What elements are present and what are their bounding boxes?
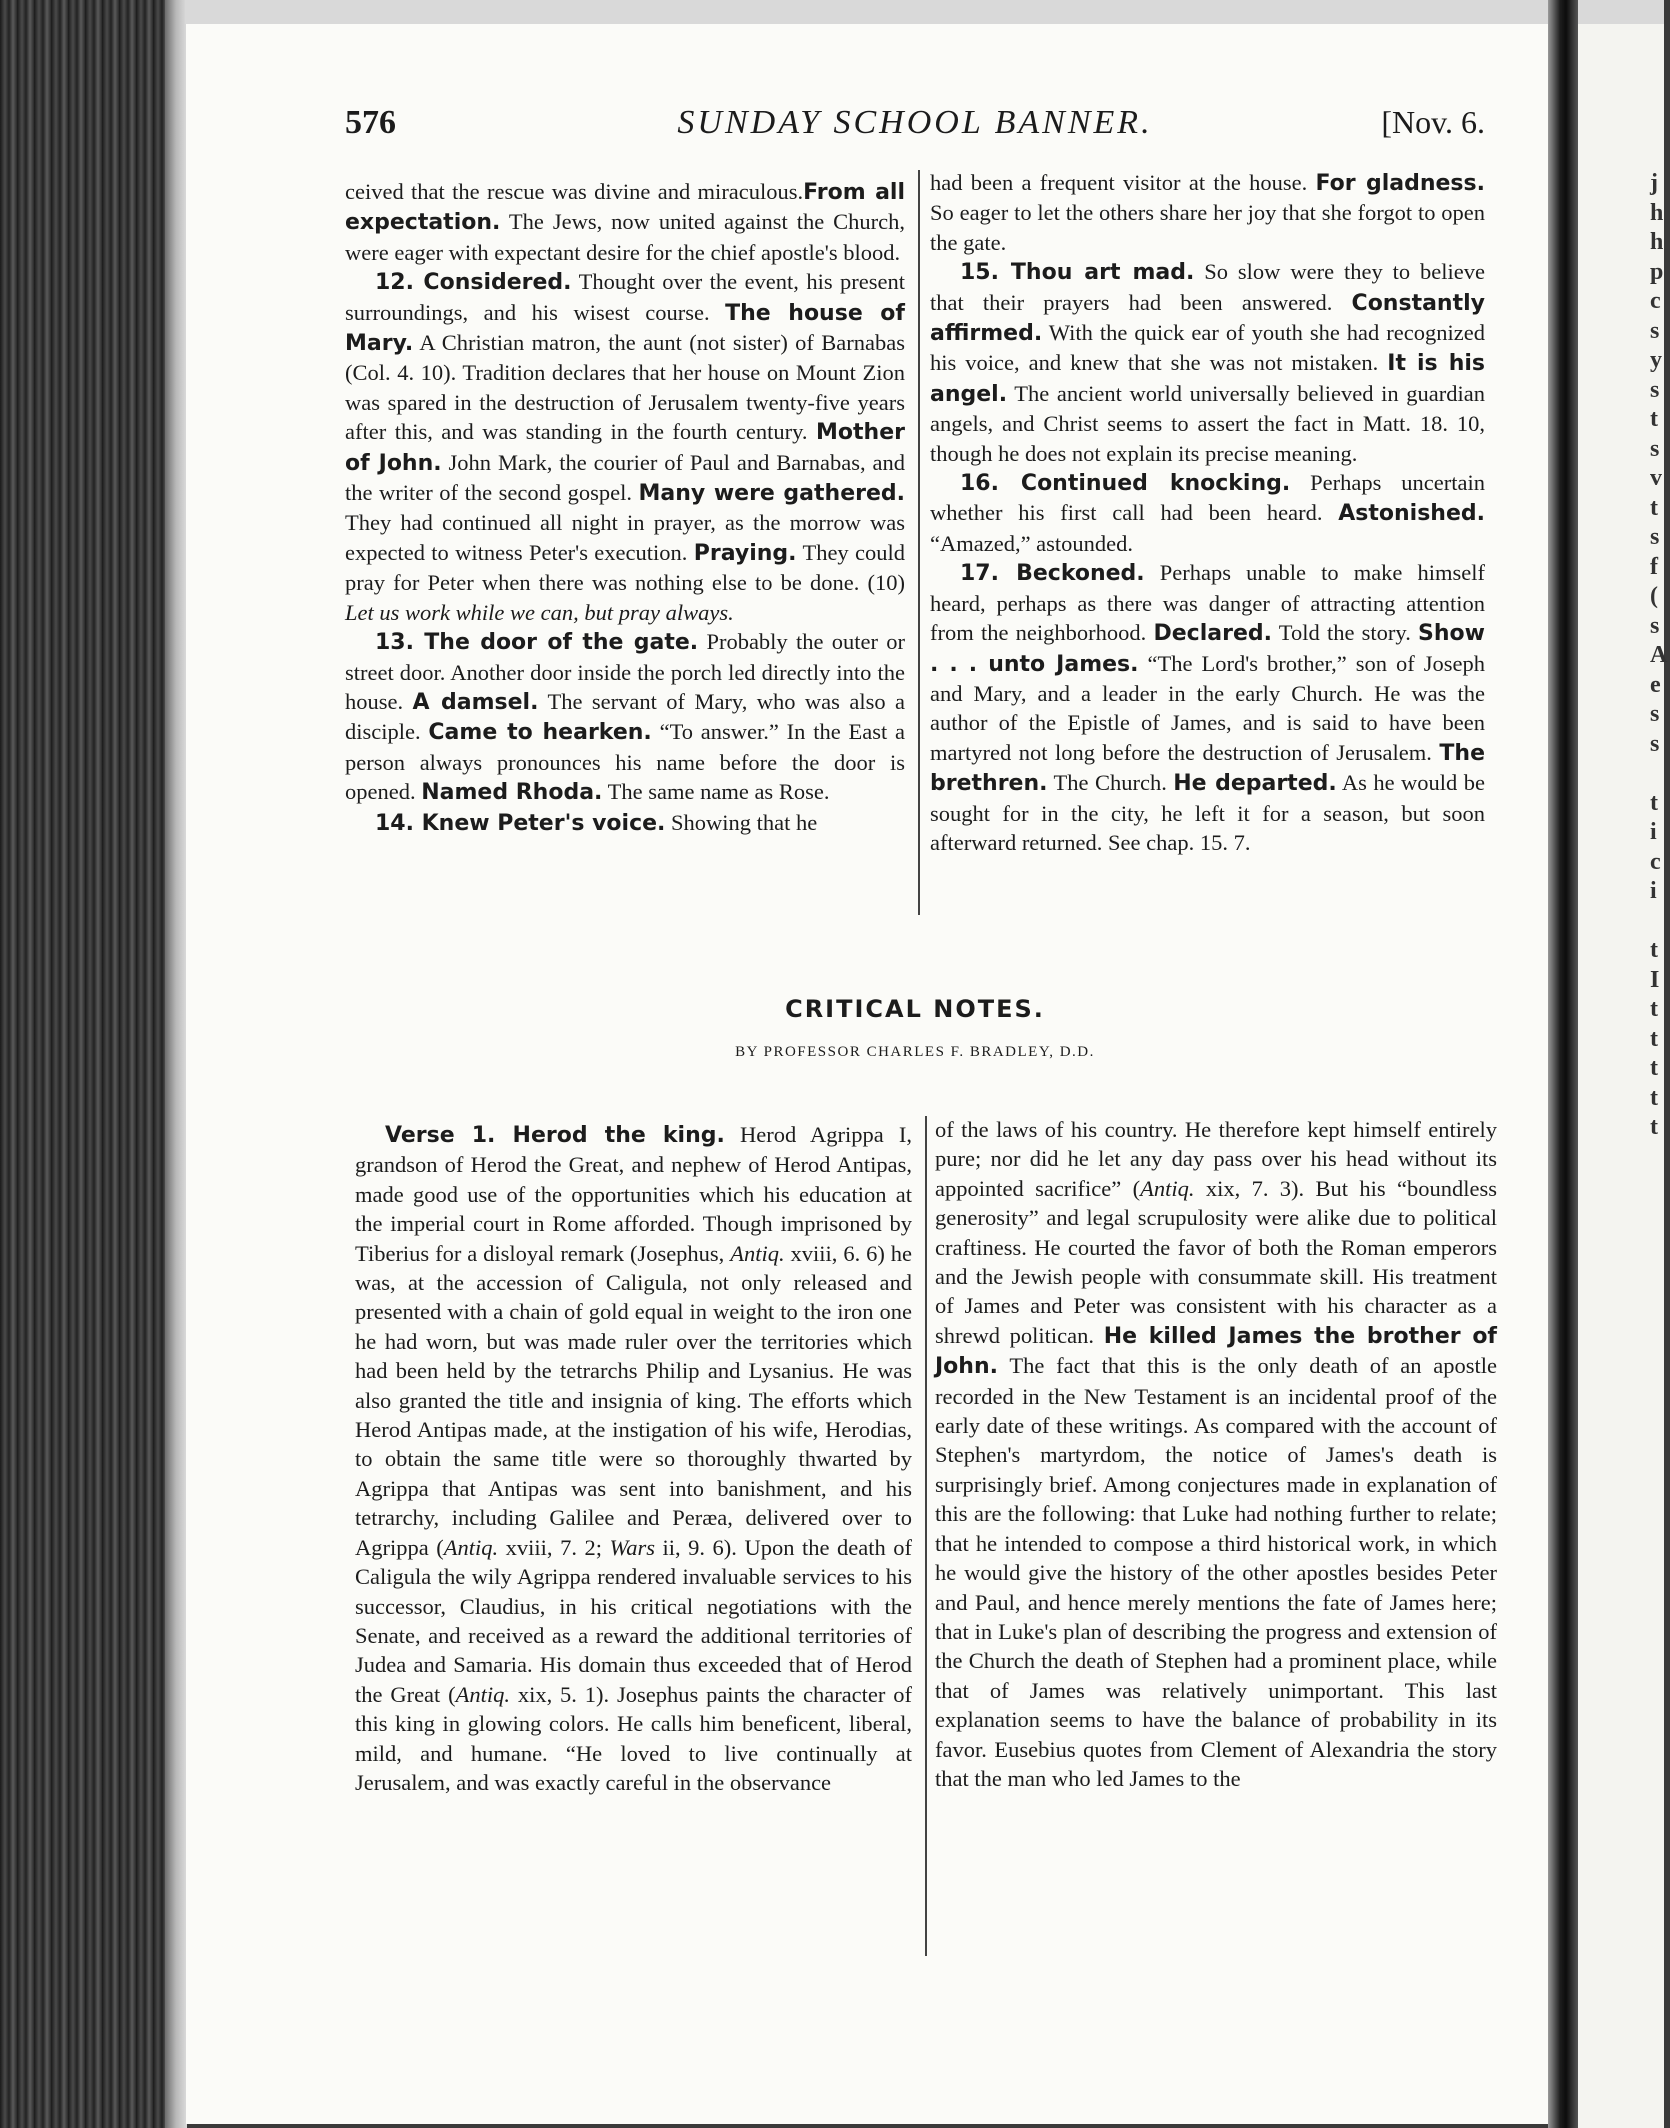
- issue-date: [Nov. 6.: [1381, 104, 1485, 140]
- facing-page-letter: t: [1650, 1025, 1658, 1052]
- paragraph: [345, 627, 905, 807]
- facing-page-letter: t: [1650, 1114, 1658, 1140]
- text-run: They could pray for Peter when there was nothing else to be done. (10): [345, 539, 906, 596]
- term-heading: 12. Considered.: [375, 270, 572, 296]
- text-run: “To answer.” In the East a person always pronounces his name before the door is opened.: [345, 719, 906, 805]
- section-byline: BY PROFESSOR CHARLES F. BRADLEY, D.D.: [735, 1044, 1095, 1060]
- facing-page-letter: i: [1650, 819, 1657, 845]
- facing-page-letter: i: [1650, 878, 1657, 904]
- term-heading: Named Rhoda.: [421, 780, 603, 806]
- text-run: Wars: [609, 1534, 655, 1560]
- facing-page-letter: [1650, 907, 1670, 937]
- facing-page-letter: t: [1650, 789, 1658, 816]
- term-heading: 13. The door of the gate.: [375, 630, 699, 656]
- term-heading: 17. Beckoned.: [960, 561, 1145, 587]
- text-run: “Amazed,” astounded.: [930, 530, 1134, 556]
- text-run: Herod Agrippa I, grandson of Herod the Great, and nephew of Herod Antipas, made good use of the opportunities which his education at the imperial court in Rome afforded. Though imprisoned by Tiberius for a disloyal remark (Josephus,: [355, 1122, 912, 1266]
- term-heading: 15. Thou art mad.: [960, 260, 1195, 286]
- term-heading: Constantly affirmed.: [930, 290, 1485, 347]
- facing-page-edge: [1578, 24, 1668, 2128]
- facing-page-letter: v: [1650, 465, 1662, 491]
- facing-page-letter: h: [1650, 199, 1664, 226]
- page-header: [345, 100, 1485, 150]
- facing-page-letter: p: [1650, 258, 1664, 285]
- paragraph: [345, 177, 905, 267]
- term-heading: Praying.: [693, 540, 797, 566]
- column-bottom-left: [355, 1120, 912, 2080]
- text-run: Showing that he: [665, 809, 818, 835]
- text-run: xix, 5. 1). Josephus paints the character of this king in glowing colors. He calls him beneficent, liberal, mild, and humane. “He loved to live continually at Jerusalem, and was exactly careful in the observance: [355, 1681, 912, 1795]
- term-heading: Declared.: [1153, 621, 1272, 647]
- paragraph: [355, 1120, 912, 1797]
- text-run: xviii, 6. 6) he was, at the accession of Caligula, not only released and presented with a chain of gold equal in weight to the iron one he had worn, but was made ruler over the territories which had been held by the tetrarchs Philip and Lysanius. He was also granted the title and insignia of king. The efforts which Herod Antipas made, at the instigation of his wife, Herodias, to obtain the same title were so thoroughly thwarted by Agrippa that Antipas was sent into banishment, and his tetrarchy, including Galilee and Peræa, delivered over to Agrippa (: [355, 1240, 912, 1560]
- term-heading: A damsel.: [412, 689, 539, 715]
- column-top-left: [345, 177, 905, 927]
- paragraph: [930, 257, 1485, 468]
- term-heading: For gladness.: [1315, 171, 1485, 196]
- term-heading: He killed James the brother of John.: [935, 1323, 1497, 1380]
- facing-page-letter: s: [1650, 612, 1660, 639]
- text-run: had been a frequent visitor at the house.: [930, 170, 1316, 195]
- section-title: CRITICAL NOTES.: [785, 995, 1045, 1023]
- term-heading: 14. Knew Peter's voice.: [375, 810, 666, 836]
- term-heading: Astonished.: [1338, 501, 1485, 527]
- facing-page-letter: t: [1650, 1084, 1658, 1111]
- facing-page-letter: s: [1650, 701, 1660, 727]
- term-heading: Mother of John.: [345, 420, 905, 476]
- term-heading: Came to hearken.: [428, 720, 652, 746]
- term-heading: It is his angel.: [930, 351, 1485, 407]
- facing-page-letter: c: [1650, 288, 1661, 314]
- text-run: So slow were they to believe that their prayers had been answered.: [930, 259, 1485, 315]
- text-run: Antiq.: [455, 1681, 510, 1707]
- text-run: xix, 7. 3). But his “boundless generosity” and legal scrupulosity were alike due to political craftiness. He courted the favor of both the Roman emperors and the Jewish people with consummate skill. His treatment of James and Peter was consistent with his character as a shrewd politican.: [935, 1175, 1497, 1348]
- facing-page-letter: t: [1650, 1055, 1658, 1081]
- facing-page-letter: s: [1650, 317, 1660, 344]
- facing-page-letter: t: [1650, 494, 1658, 521]
- column-bottom-right: [935, 1115, 1497, 2075]
- text-run: A Christian matron, the aunt (not sister) of Barnabas (Col. 4. 10). Tradition declares that her house on Mount Zion was spared in the destruction of Jerusalem twenty-five years after this, and was standing in the fourth century.: [345, 330, 905, 445]
- facing-page-letter: j: [1650, 170, 1658, 196]
- facing-page-letter: f: [1650, 553, 1658, 580]
- facing-page-letter: c: [1650, 848, 1661, 875]
- column-top-right: [930, 168, 1485, 938]
- term-heading: 16. Continued knocking.: [960, 471, 1291, 497]
- facing-page-letter: I: [1650, 966, 1660, 993]
- text-run: Antiq.: [1140, 1175, 1195, 1201]
- text-run: Probably the outer or street door. Another door inside the porch led directly into the house.: [345, 629, 905, 714]
- text-run: “The Lord's brother,” son of Joseph and Mary, and a leader in the early Church. He was the author of the Epistle of James, and is said to have been martyred not long before the destruction of Jerusalem.: [930, 650, 1485, 765]
- facing-page-letter: t: [1650, 937, 1658, 963]
- paragraph: [930, 168, 1485, 257]
- text-run: With the quick ear of youth she had recognized his voice, and knew that she was not mistaken.: [930, 320, 1485, 376]
- column-divider-top: [918, 170, 920, 915]
- facing-page-letter: e: [1650, 671, 1661, 698]
- term-heading: Show . . . unto James.: [930, 621, 1485, 677]
- paragraph: [935, 1115, 1497, 1793]
- facing-page-letter: A: [1650, 642, 1668, 668]
- facing-page-letter: s: [1650, 435, 1660, 462]
- facing-page-letter: y: [1650, 347, 1662, 373]
- facing-page-letter: s: [1650, 524, 1660, 550]
- facing-page-letter: s: [1650, 730, 1660, 757]
- text-run: Antiq.: [730, 1240, 785, 1266]
- paragraph: [345, 267, 905, 627]
- text-run: Perhaps uncertain whether his first call had been heard.: [930, 470, 1485, 526]
- facing-page-letter: (: [1650, 583, 1658, 609]
- text-run: The Church.: [1047, 770, 1174, 796]
- term-heading: He departed.: [1173, 771, 1337, 797]
- text-run: Let us work while we can, but pray always.: [345, 599, 734, 625]
- facing-page-letter: h: [1650, 229, 1664, 255]
- term-heading: From all expectation.: [345, 180, 905, 236]
- text-run: The fact that this is the only death of an apostle recorded in the New Testament is an incidental proof of the early date of these writings. As compared with the account of Stephen's martyrdom, the notice of James's death is surprisingly brief. Among conjectures made in explanation of this are the following: that Luke had nothing further to relate; that he intended to compose a third historical work, in which he would give the history of the other apostles besides Peter and Paul, and hence merely mentions the fate of James here; that in Luke's plan of describing the progress and extension of the Church the death of Stephen had a prominent place, while that of James was relatively unimportant. This last explanation seems to have the balance of probability in its favor. Eusebius quotes from Clement of Alexandria the story that the man who led James to the: [935, 1353, 1497, 1791]
- facing-page-letter: t: [1650, 996, 1658, 1022]
- text-run: ceived that the rescue was divine and miraculous.: [345, 179, 804, 204]
- text-run: Told the story.: [1272, 620, 1419, 646]
- paragraph: [930, 558, 1485, 857]
- text-run: The Jews, now united against the Church, were eager with expectant desire for the chief apostle's blood.: [345, 209, 905, 265]
- page-stack-edge: [165, 0, 187, 2128]
- text-run: The same name as Rose.: [602, 779, 830, 805]
- text-run: So eager to let the others share her joy that she forgot to open the gate.: [930, 200, 1485, 255]
- text-run: xviii, 7. 2;: [498, 1534, 610, 1560]
- page-number: 576: [345, 104, 396, 141]
- paragraph: [930, 468, 1485, 558]
- text-run: of the laws of his country. He therefore kept himself entirely pure; nor did he let any day pass over his head without its appointed sacrifice” (: [935, 1117, 1497, 1201]
- text-run: The ancient world universally believed in guardian angels, and Christ seems to assert the fact in Matt. 18. 10, though he does not explain its precise meaning.: [930, 380, 1485, 466]
- text-run: As he would be sought for in the city, he left it for a season, but soon afterward returned. See chap. 15. 7.: [930, 770, 1485, 855]
- text-run: They had continued all night in prayer, as the morrow was expected to witness Peter's execution.: [345, 510, 905, 565]
- top-margin-strip: [185, 0, 1664, 24]
- facing-page-letters: [1650, 169, 1670, 1143]
- column-divider-bottom: [925, 1116, 927, 1956]
- book-gutter: [1548, 0, 1578, 2128]
- term-heading: Many were gathered.: [638, 481, 905, 507]
- text-run: John Mark, the courier of Paul and Barnabas, and the writer of the second gospel.: [345, 449, 906, 506]
- text-run: Thought over the event, his present surroundings, and his wisest course.: [345, 269, 906, 325]
- text-run: ii, 9. 6). Upon the death of Caligula the wily Agrippa rendered invaluable services to his successor, Claudius, in his critical negotiations with the Senate, and received as a reward the additional territories of Judea and Samaria. His domain thus exceeded that of Herod the Great (: [355, 1534, 912, 1707]
- text-run: Antiq.: [443, 1534, 499, 1560]
- term-heading: Verse 1. Herod the king.: [385, 1123, 725, 1148]
- facing-page-letter: [1650, 759, 1670, 789]
- text-run: The servant of Mary, who was also a disciple.: [345, 688, 905, 745]
- facing-page-letter: t: [1650, 406, 1658, 432]
- facing-page-letter: s: [1650, 376, 1660, 403]
- term-heading: The brethren.: [930, 740, 1485, 797]
- term-heading: The house of Mary.: [345, 300, 905, 357]
- book-spine: [0, 0, 185, 2128]
- paragraph: [345, 808, 905, 838]
- text-run: Perhaps unable to make himself heard, perhaps as there was danger of attracting attention from the neighborhood.: [930, 560, 1485, 646]
- journal-title: SUNDAY SCHOOL BANNER.: [677, 104, 1153, 141]
